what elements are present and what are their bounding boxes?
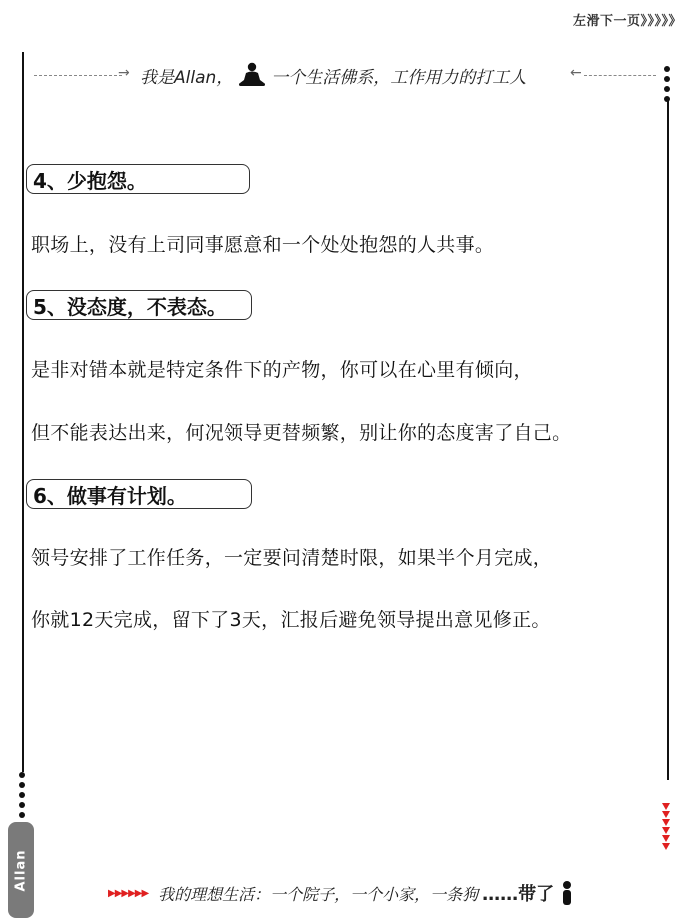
footer-text: 我的理想生活：一个院子，一个小家，一条狗: [158, 884, 479, 904]
paragraph-line: 但不能表达出来，何况领导更替频繁，别让你的态度害了自己。: [31, 422, 572, 444]
author-tab-label: Allan: [13, 848, 29, 892]
right-arrow-icon: →: [118, 65, 130, 81]
paragraph-line: 职场上，没有上司同事愿意和一个处处抱怨的人共事。: [31, 234, 495, 256]
right-border-line: [667, 100, 669, 780]
left-border-line: [22, 52, 24, 772]
paragraph-line: 领号安排了工作任务，一定要问清楚时限，如果半个月完成，: [31, 547, 553, 569]
header-banner: [0, 62, 690, 92]
header-text-before: 我是Allan，: [140, 67, 234, 88]
red-arrows-icon: ▶▶▶▶▶▶: [108, 887, 149, 899]
left-arrow-icon: ←: [570, 65, 582, 81]
footer-tagline: [108, 880, 576, 906]
meditation-icon: [237, 62, 267, 88]
section-heading: 4、少抱怨。: [26, 164, 250, 194]
person-icon: [558, 880, 576, 906]
author-side-tab: [8, 822, 34, 918]
left-dots-bottom: [19, 772, 25, 818]
header-text-after: 一个生活佛系，工作用力的打工人: [271, 67, 527, 88]
left-dashed-line: [34, 75, 122, 76]
header-text: [140, 62, 526, 88]
section-heading: 6、做事有计划。: [26, 479, 252, 509]
right-dashed-line: [584, 75, 656, 76]
footer-tail: ……带了: [482, 884, 555, 905]
paragraph-line: 是非对错本就是特定条件下的产物，你可以在心里有倾向，: [31, 359, 533, 381]
swipe-hint: 左滑下一页》》》》》: [572, 14, 682, 29]
section-heading: 5、没态度，不表态。: [26, 290, 252, 320]
red-triangles: [662, 803, 670, 850]
paragraph-line: 你就12天完成，留下了3天，汇报后避免领导提出意见修正。: [31, 609, 551, 631]
